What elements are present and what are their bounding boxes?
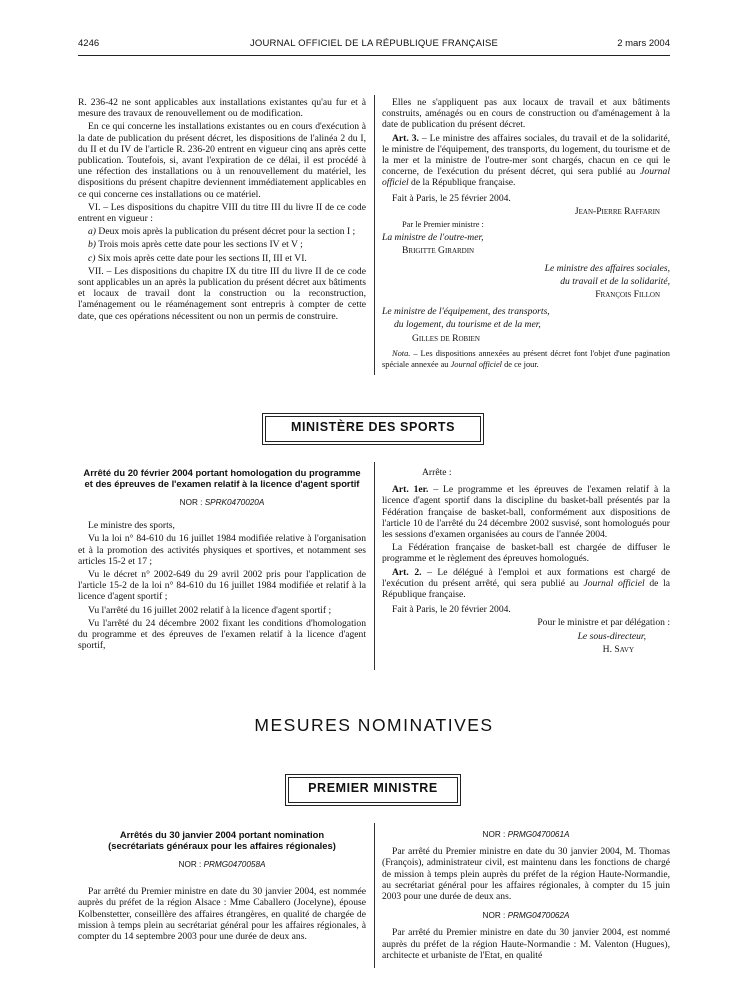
par-pm: Par le Premier ministre : — [402, 220, 484, 230]
column-separator — [374, 462, 375, 670]
article-2: Art. 2. – Le délégué à l'emploi et aux formations est chargé de l'exécution du présent arrêté, qui sera publié au Journal officiel de la République française. — [382, 566, 671, 601]
page-number: 4246 — [78, 38, 100, 49]
paragraph: Vu l'arrêté du 24 décembre 2002 fixant les conditions d'homologation du programme et des épreuves de l'examen relatif à la licence d'agent sportif, — [78, 617, 366, 652]
minister-title: du logement, du tourisme et de la mer, — [394, 319, 541, 331]
premier-ministre-heading: PREMIER MINISTRE — [288, 777, 458, 803]
signature-om: Brigitte Girardin — [402, 245, 475, 257]
nominatives-left-column — [78, 829, 366, 944]
issue-date: 2 mars 2004 — [617, 38, 670, 49]
ministry-heading-box — [262, 413, 484, 445]
sports-left-column — [78, 467, 366, 653]
paragraph: Elles ne s'appliquent pas aux locaux de travail et aux bâtiments construits, aménagés ou en cours de construction ou d'aménagement à la date de publication du présent décret. — [382, 97, 670, 131]
paragraph: Par arrêté du Premier ministre en date du 30 janvier 2004, M. Thomas (François), administrateur civil, est maintenu dans les fonctions de chargé de mission à temps plein auprès du préfet de la région Haute-Normandie, au secrétariat général pour les affaires régionales, à compter du 15 juin 2003 pour une durée de deux ans. — [382, 846, 670, 903]
nor-reference: NOR : SPRK0470020A — [179, 498, 265, 507]
top-left-column — [78, 97, 366, 324]
ministry-heading: MINISTÈRE DES SPORTS — [265, 416, 481, 442]
arrete-title: Arrêté du 20 février 2004 portant homologation du programme et des épreuves de l'examen relatif à la licence d'agent sportif — [83, 467, 361, 489]
article-1: Art. 1er. – Le programme et les épreuves de l'examen relatif à la licence d'agent sportif dans la discipline du basket-ball présentés par la Fédération française de basket-ball, conformément aux dispositions de l'article 10 de l'arrêté du 24 décembre 2002 susvisé, sont homologués pour les sessions d'examen organisées au cours de l'année 2004. — [382, 484, 670, 541]
page-header — [78, 38, 670, 52]
header-rule — [78, 55, 670, 56]
top-right-column — [382, 97, 670, 372]
paragraph: Le ministre des sports, — [88, 520, 175, 532]
arrete-word: Arrête : — [422, 467, 452, 478]
premier-ministre-box — [285, 774, 461, 806]
column-separator — [374, 823, 375, 968]
article-3: Art. 3. – Le ministre des affaires sociales, du travail et de la solidarité, le ministre de l'équipement, des transports, du logement, du tourisme et de la mer et la ministre de l'outre-mer sont chargés, chacun en ce qui le concerne, de l'exécution du présent décret, qui sera publié au Journal officiel de la République française. — [382, 132, 670, 189]
fait-line: Fait à Paris, le 25 février 2004. — [392, 192, 511, 204]
paragraph: VI. – Les dispositions du chapitre VIII du titre III du livre II de ce code entrent en vigueur : — [78, 201, 366, 225]
paragraph: Vu le décret n° 2002-649 du 29 avril 2002 pris pour l'application de l'article 15-2 de la loi n° 84-610 du 16 juillet 1984 modifiée et relatif à la licence d'agent sportif ; — [78, 569, 366, 603]
paragraph: En ce qui concerne les installations existantes ou en cours d'exécution à la date de publication du présent décret, les dispositions de l'alinéa 2 du I, du II et du IV de l'article R. 236-20 entrent en vigueur cinq ans après cette publication. Toutefois, si, avant l'expiration de ce délai, il est procédé à une réfection des installations ou à un renouvellement du matériel, les dispositions du présent chapitre deviennent immédiatement applicables en ce qui concerne ces installations ou ce matériel. — [78, 121, 366, 200]
paragraph: Vu la loi n° 84-610 du 16 juillet 1984 modifiée relative à l'organisation et à la promotion des activités physiques et sportives, et notamment ses articles 15-2 et 17 ; — [78, 533, 366, 567]
paragraph: R. 236-42 ne sont applicables aux installations existantes qu'au fur et à mesure des travaux de renouvellement ou de modification. — [78, 97, 366, 120]
journal-title: JOURNAL OFFICIEL DE LA RÉPUBLIQUE FRANÇAISE — [249, 38, 499, 49]
paragraph: Par arrêté du Premier ministre en date du 30 janvier 2004, est nommé auprès du préfet de la région Haute-Normandie : M. Valenton (Hugues), architecte et urbaniste de l'Etat, en qualité — [382, 927, 670, 961]
signatures — [382, 206, 670, 344]
nominatives-right-column — [382, 829, 670, 963]
minister-title: Le ministre de l'équipement, des transports, — [382, 306, 550, 318]
sports-right-column — [382, 467, 670, 657]
sous-directeur: Le sous-directeur, — [577, 630, 646, 642]
nor-reference: NOR : PRMG0470061A — [482, 830, 570, 839]
signature-eq: Gilles de Robien — [412, 332, 480, 344]
paragraph: VII. – Les dispositions du chapitre IX du titre III du livre II de ce code sont applicables un an après la publication du présent décret aux bâtiments et locaux de travail dont la construction ou la reconstruction, l'aménagement ou le réaménagement sont entrepris à compter de cette date, que ces opérations nécessitent ou non un permis de construire. — [78, 265, 366, 322]
column-separator — [374, 95, 375, 375]
paragraph: Vu l'arrêté du 16 juillet 2002 relatif à la licence d'agent sportif ; — [88, 604, 332, 616]
delegation-line: Pour le ministre et par délégation : — [537, 617, 670, 629]
paragraph: La Fédération française de basket-ball est chargée de diffuser le programme et le règlement des épreuves homologués. — [382, 542, 670, 565]
signature-as: François Fillon — [595, 289, 660, 301]
minister-title: du travail et de la solidarité, — [560, 275, 670, 287]
minister-title: Le ministre des affaires sociales, — [544, 262, 670, 274]
list-item-b: b) Trois mois après cette date pour les sections IV et V ; — [88, 239, 303, 251]
signature-pm: Jean-Pierre Raffarin — [574, 205, 660, 217]
fait-line: Fait à Paris, le 20 février 2004. — [392, 604, 511, 616]
list-item-a: a) Deux mois après la publication du présent décret pour la section I ; — [88, 226, 356, 238]
paragraph: Par arrêté du Premier ministre en date du 30 janvier 2004, est nommée auprès du préfet de la région Alsace : Mme Caballero (Jocelyne), épouse Kolbenstetter, conseillère des affaires étrangères, en qualité de chargée de mission à temps plein au secrétariat général pour les affaires régionales, à compter du 14 septembre 2003 pour une durée de deux ans. — [78, 886, 366, 943]
section-title: MESURES NOMINATIVES — [254, 715, 494, 735]
nota: Nota. – Les dispositions annexées au présent décret font l'objet d'une pagination spéciale annexée au Journal officiel de ce jour. — [382, 348, 670, 370]
list-item-c: c) Six mois après cette date pour les sections II, III et VI. — [88, 252, 307, 264]
arretes-title: Arrêtés du 30 janvier 2004 portant nomination (secrétariats généraux pour les affaires régionales) — [108, 829, 336, 851]
nor-reference: NOR : PRMG0470062A — [482, 911, 570, 921]
nor-reference: NOR : PRMG0470058A — [178, 860, 266, 869]
minister-title: La ministre de l'outre-mer, — [382, 232, 484, 244]
signature-savy: H. Savy — [602, 643, 634, 655]
